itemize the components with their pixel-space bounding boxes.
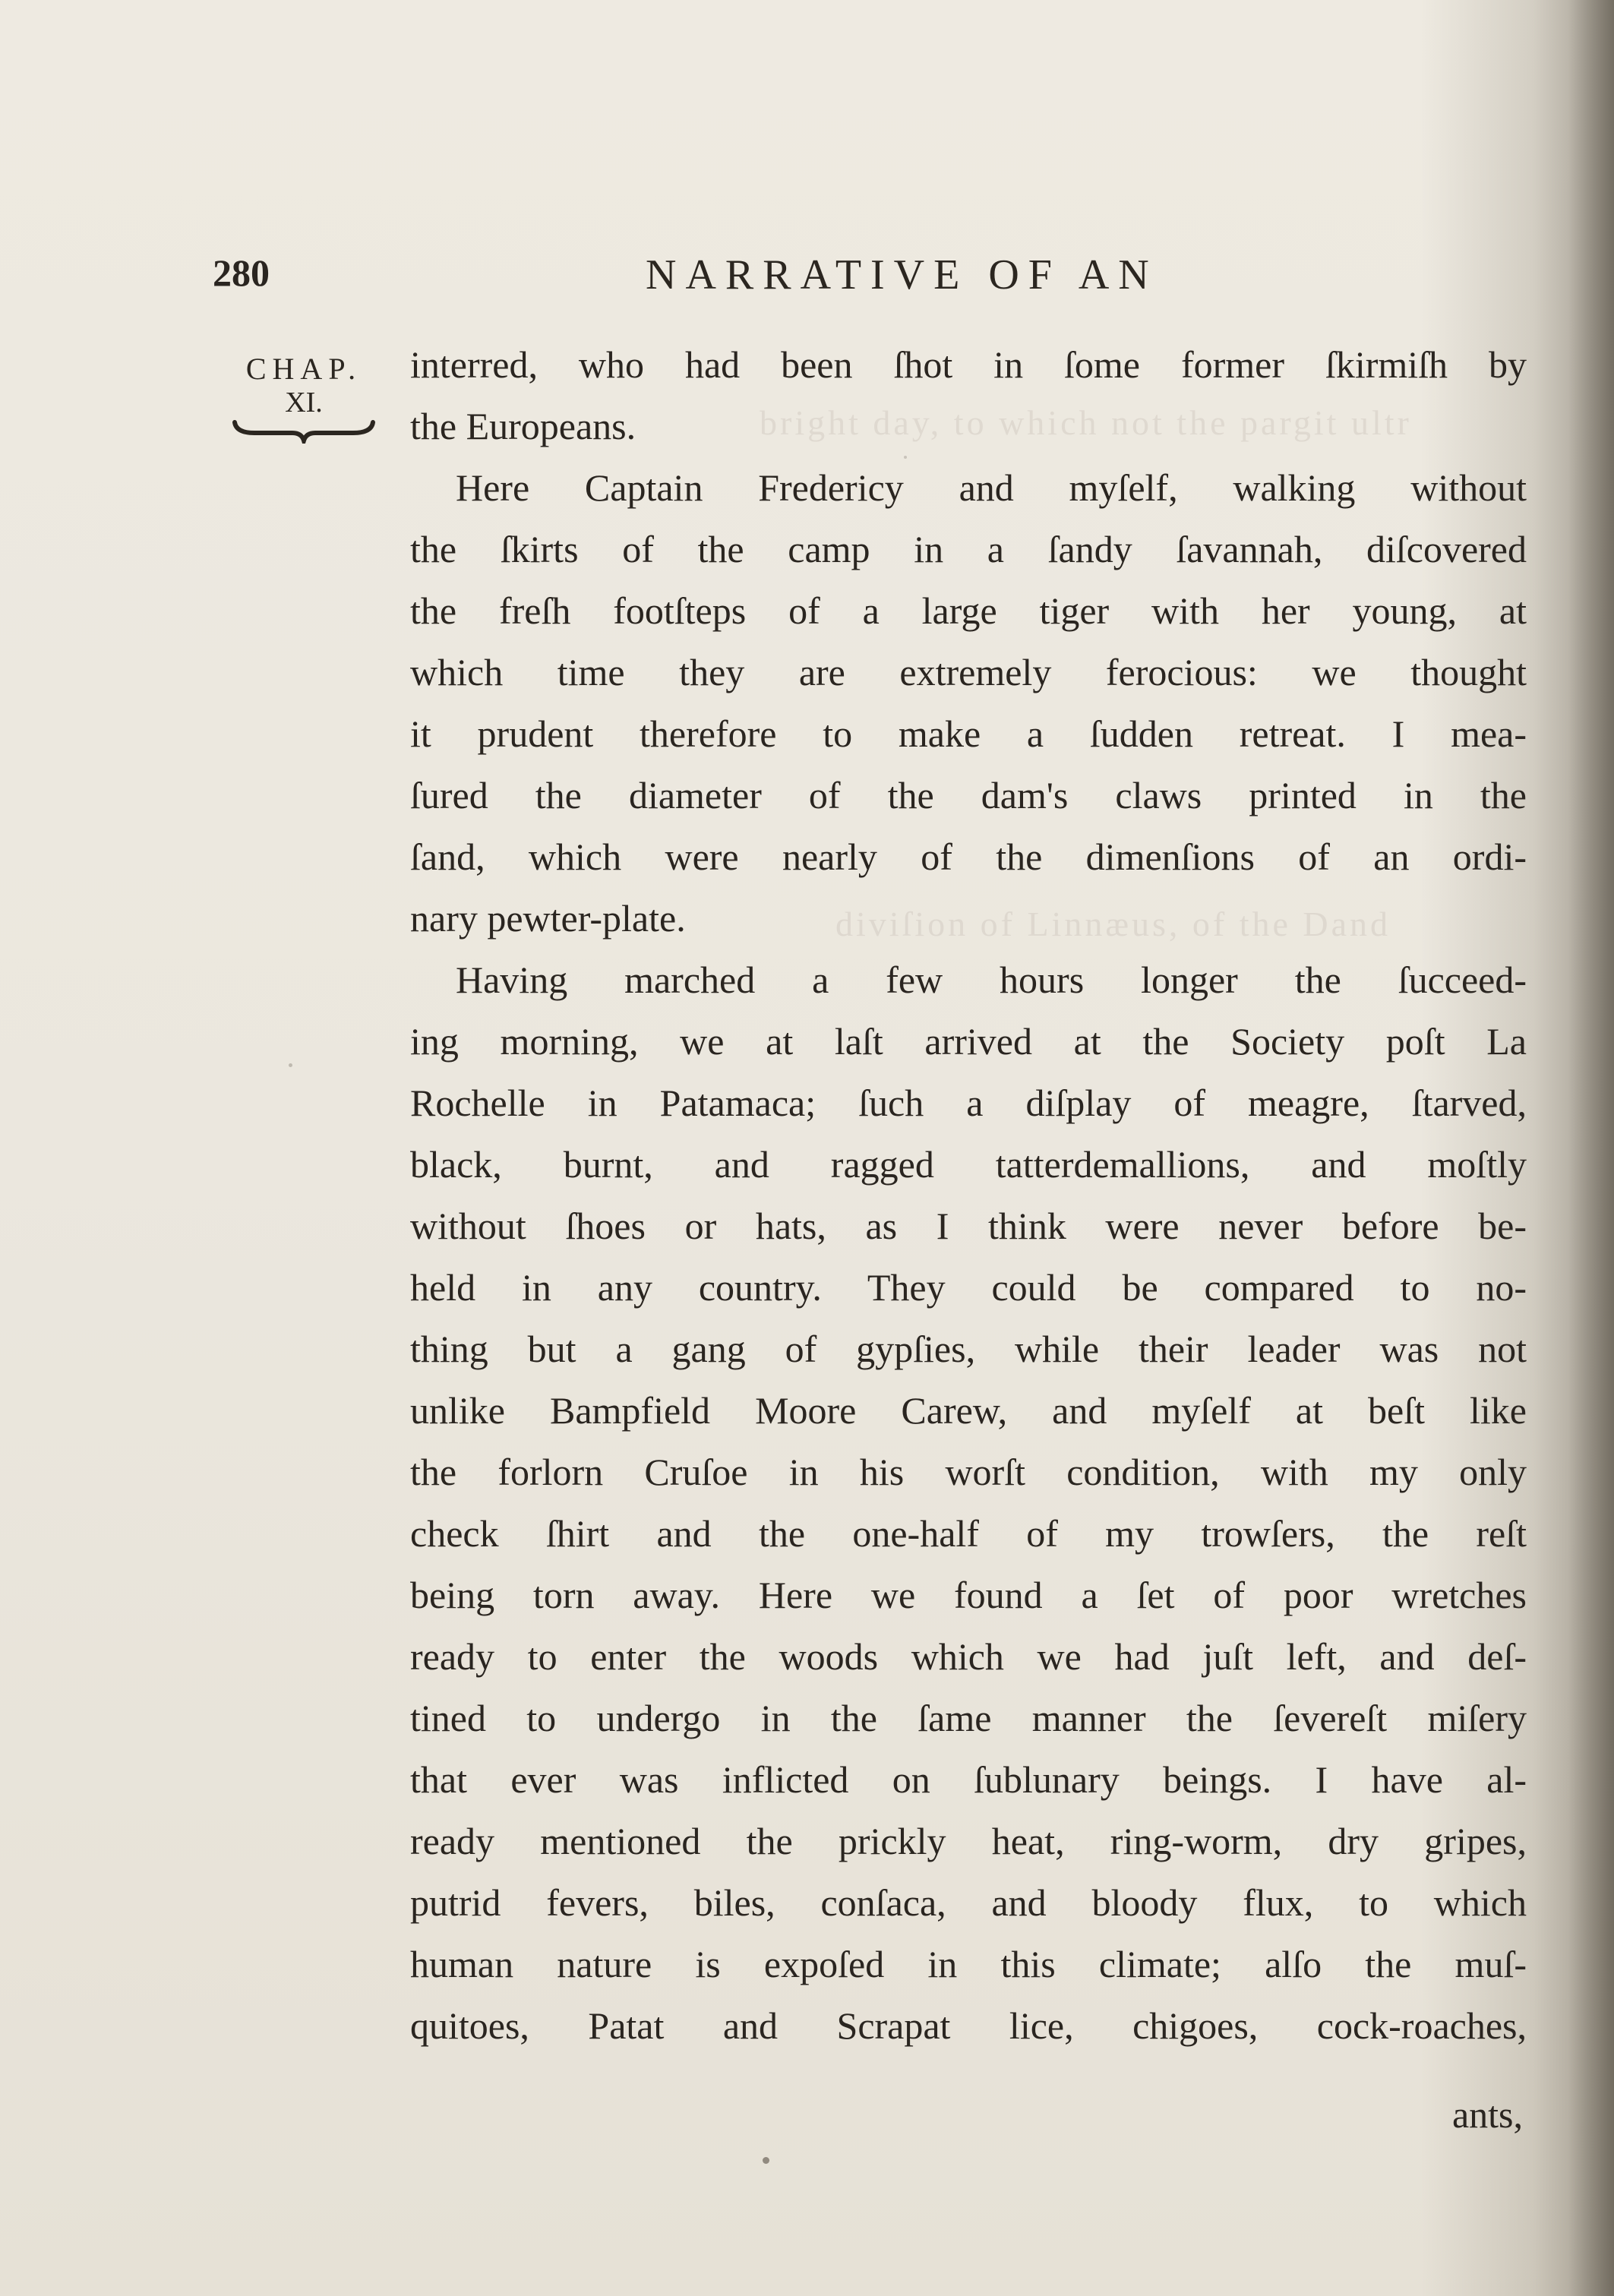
text-line: the Europeans. bbox=[410, 405, 636, 447]
catchword: ants, bbox=[1451, 2093, 1523, 2136]
text-line: that ever was inflicted on ſublunary beings. I have al- bbox=[410, 1758, 1527, 1801]
paper-speck bbox=[904, 456, 907, 459]
paper-speck bbox=[763, 2157, 769, 2164]
text-line: nary pewter-plate. bbox=[410, 897, 686, 940]
text-line: ſured the diameter of the dam's claws printed in the bbox=[410, 774, 1527, 816]
text-line: human nature is expoſed in this climate; alſo the muſ- bbox=[410, 1943, 1527, 1985]
text-line: quitoes, Patat and Scrapat lice, chigoes, cock-roaches, bbox=[410, 2004, 1527, 2047]
text-line: it prudent therefore to make a ſudden retreat. I mea- bbox=[410, 712, 1527, 755]
chapter-margin-note bbox=[228, 351, 380, 444]
show-through-text: bright day, to which not the pargit ultr bbox=[760, 403, 1412, 442]
running-head bbox=[213, 251, 1519, 304]
text-line: Rochelle in Patamaca; ſuch a diſplay of meagre, ſtarved, bbox=[410, 1082, 1527, 1124]
text-line: the ſkirts of the camp in a ſandy ſavannah, diſcovered bbox=[410, 528, 1527, 570]
text-line: putrid fevers, biles, conſaca, and bloody flux, to which bbox=[410, 1881, 1527, 1924]
text-line: held in any country. They could be compared to no- bbox=[410, 1266, 1527, 1309]
show-through-text: diviſion of Linnæus, of the Dand bbox=[835, 905, 1391, 943]
brace-icon bbox=[232, 418, 376, 444]
text-line: thing but a gang of gypſies, while their leader was not bbox=[410, 1328, 1527, 1370]
chapter-number: XI. bbox=[285, 387, 323, 418]
text-line: being torn away. Here we found a ſet of poor wretches bbox=[410, 1574, 1527, 1616]
text-line: the forlorn Cruſoe in his worſt condition, with my only bbox=[410, 1451, 1527, 1493]
text-line: black, burnt, and ragged tatterdemallions, and moſtly bbox=[410, 1143, 1527, 1186]
text-line: check ſhirt and the one-half of my trowſers, the reſt bbox=[410, 1512, 1527, 1555]
text-line: ready mentioned the prickly heat, ring-worm, dry gripes, bbox=[410, 1820, 1527, 1862]
text-line: Here Captain Fredericy and myſelf, walking without bbox=[456, 466, 1527, 509]
text-line: ſand, which were nearly of the dimenſions of an ordi- bbox=[410, 835, 1527, 878]
body-text bbox=[410, 334, 1527, 2057]
text-line: which time they are extremely ferocious: we thought bbox=[410, 651, 1527, 693]
text-line: the freſh footſteps of a large tiger with her young, at bbox=[410, 589, 1527, 632]
text-line: unlike Bampfield Moore Carew, and myſelf at beſt like bbox=[410, 1389, 1527, 1432]
page-number: 280 bbox=[213, 251, 270, 294]
chapter-label: CHAP. bbox=[245, 352, 362, 386]
text-line: ing morning, we at laſt arrived at the Society poſt La bbox=[410, 1020, 1527, 1063]
paper-speck bbox=[289, 1063, 292, 1067]
text-line: ready to enter the woods which we had juſt left, and deſ- bbox=[410, 1635, 1527, 1678]
text-line: tined to undergo in the ſame manner the ſevereſt miſery bbox=[410, 1697, 1527, 1739]
running-title: NARRATIVE OF AN bbox=[646, 251, 1158, 298]
text-line: interred, who had been ſhot in ſome former ſkirmiſh by bbox=[410, 343, 1527, 386]
text-line: without ſhoes or hats, as I think were never before be- bbox=[410, 1205, 1527, 1247]
spine-shadow bbox=[1568, 0, 1614, 2296]
text-line: Having marched a few hours longer the ſucceed- bbox=[456, 959, 1527, 1001]
